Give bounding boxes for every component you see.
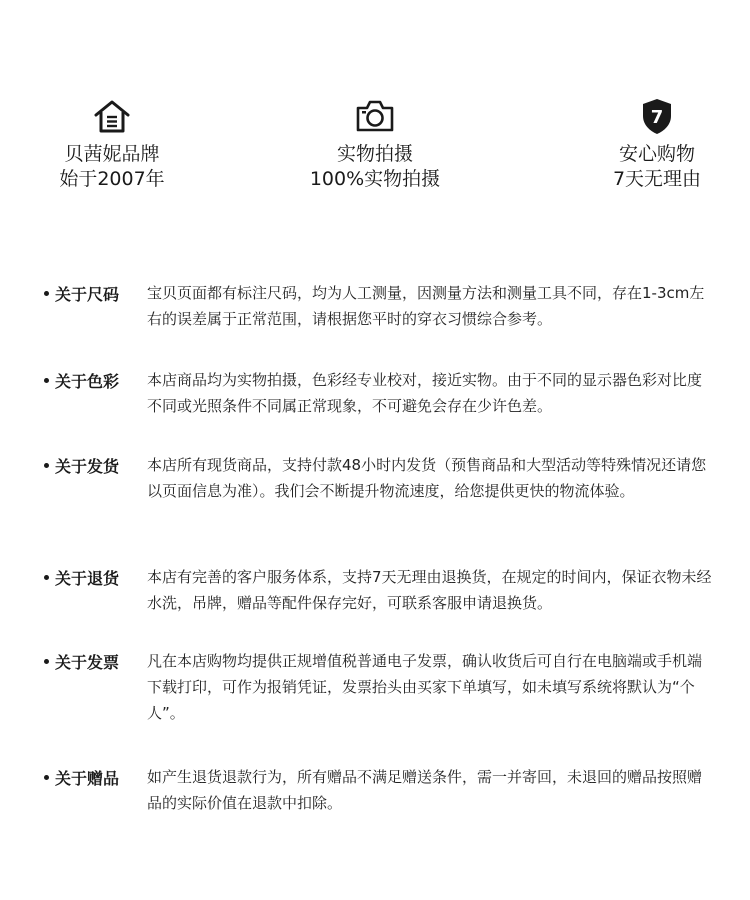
feature-safe-shopping-title: 安心购物 xyxy=(618,143,695,165)
bullet-dot xyxy=(44,775,49,780)
policy-label-text: 关于发票 xyxy=(55,653,120,672)
bullet-dot xyxy=(44,291,49,296)
camera-icon xyxy=(355,96,395,136)
shield-number: 7 xyxy=(650,107,664,128)
feature-brand xyxy=(2,96,222,192)
policy-label xyxy=(44,651,119,675)
policy-label-text: 关于退货 xyxy=(55,569,120,588)
feature-brand-subtitle: 始于2007年 xyxy=(59,168,165,190)
policy-label xyxy=(44,455,119,479)
feature-real-photo xyxy=(265,96,485,192)
policy-label xyxy=(44,567,119,591)
feature-highlights xyxy=(0,96,750,206)
house-icon xyxy=(92,96,132,136)
bullet-dot xyxy=(44,575,49,580)
policy-text: 本店商品均为实物拍摄，色彩经专业校对，接近实物。由于不同的显示器色彩对比度不同或光照条件不同属正常现象，不可避免会存在少许色差。 xyxy=(147,371,703,415)
policy-text: 本店所有现货商品，支持付款48小时内发货（预售商品和大型活动等特殊情况还请您以页面信息为准）。我们会不断提升物流速度，给您提供更快的物流体验。 xyxy=(147,456,707,500)
policy-label xyxy=(44,283,119,307)
bullet-dot xyxy=(44,659,49,664)
policy-text: 宝贝页面都有标注尺码，均为人工测量，因测量方法和测量工具不同，存在1-3cm左右的误差属于正常范围，请根据您平时的穿衣习惯综合参考。 xyxy=(147,284,705,328)
policy-label-text: 关于尺码 xyxy=(55,285,120,304)
policy-text: 本店有完善的客户服务体系，支持7天无理由退换货，在规定的时间内，保证衣物未经水洗，吊牌，赠品等配件保存完好，可联系客服申请退换货。 xyxy=(147,568,712,612)
shield-seven-icon xyxy=(637,96,677,136)
policy-label xyxy=(44,370,119,394)
policy-label-text: 关于色彩 xyxy=(55,372,120,391)
bullet-dot xyxy=(44,463,49,468)
feature-real-photo-subtitle: 100%实物拍摄 xyxy=(309,168,441,190)
feature-brand-title: 贝茜妮品牌 xyxy=(64,143,160,165)
policy-label xyxy=(44,767,119,791)
policy-text: 凡在本店购物均提供正规增值税普通电子发票，确认收货后可自行在电脑端或手机端下载打印，可作为报销凭证，发票抬头由买家下单填写，如未填写系统将默认为“个人”。 xyxy=(147,652,703,722)
feature-safe-shopping xyxy=(547,96,750,192)
bullet-dot xyxy=(44,378,49,383)
policy-label-text: 关于赠品 xyxy=(55,769,120,788)
policy-text: 如产生退货退款行为，所有赠品不满足赠送条件，需一并寄回，未退回的赠品按照赠品的实际价值在退款中扣除。 xyxy=(147,768,703,812)
feature-safe-shopping-subtitle: 7天无理由 xyxy=(612,168,702,190)
feature-real-photo-title: 实物拍摄 xyxy=(336,143,413,165)
policy-label-text: 关于发货 xyxy=(55,457,120,476)
